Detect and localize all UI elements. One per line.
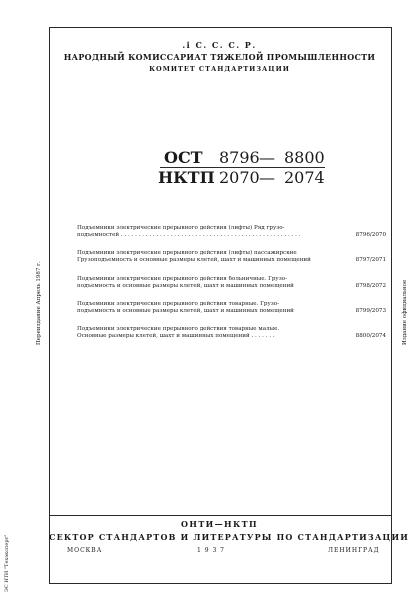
item-title: Подъемники электрические прерывного действия товарные. Грузо- (77, 301, 280, 307)
item-title: Подъемники электрические прерывного действия (лифты) пассажирские (77, 250, 297, 256)
list-item (77, 276, 386, 291)
list-item (77, 301, 386, 316)
nktp-from: 2070 (219, 168, 260, 187)
nktp-label: НКТП (158, 168, 215, 187)
item-title-cont: Грузоподъемность и основные размеры клетей, шахт и машинных помещений (77, 257, 311, 264)
item-title: Подъемники электрические прерывного действия товарные малые. (77, 326, 280, 332)
reprint-note: Переиздание Апрель 1987 г. (36, 261, 42, 345)
item-title-cont: подъемностей . . . . . . . . . . . . . . . . . . . . . . . . . . . . . . . . . . . . . . . . . . . . . . . . . . . (77, 232, 301, 239)
item-title-cont: подъемность и основные размеры клетей, шахт и машинных помещений (77, 283, 294, 290)
list-item (77, 326, 386, 341)
item-number: 8800/2074 (355, 333, 386, 340)
nktp-dash: — (259, 168, 275, 187)
item-number: 8797/2071 (355, 257, 386, 264)
item-title: Подъемники электрические прерывного действия больничные. Грузо- (77, 276, 288, 282)
city-right: ЛЕНИНГРАД (328, 547, 380, 554)
city-left: МОСКВА (67, 547, 103, 554)
committee-heading: КОМИТЕТ СТАНДАРТИЗАЦИИ (149, 65, 290, 73)
item-title-cont: подъемность и основные размеры клетей, шахт и машинных помещений (77, 308, 294, 315)
ost-to: 8800 (284, 148, 325, 167)
country-heading: .i С. С. С. Р. (182, 40, 257, 50)
list-item (77, 225, 386, 240)
nktp-to: 2074 (284, 168, 325, 187)
footer-rule (49, 515, 392, 516)
sector-name: СЕКТОР СТАНДАРТОВ И ЛИТЕРАТУРЫ ПО СТАНДАРТИЗАЦИИ (49, 532, 409, 542)
ost-from: 8796 (219, 148, 260, 167)
item-title: Подъемники электрические прерывного действия (лифты) Ряд грузо- (77, 225, 285, 231)
publisher-name: ОНТИ—НКТП (181, 519, 258, 529)
edition-note: Издание официальное (402, 279, 408, 345)
list-item (77, 250, 386, 265)
ost-dash: — (259, 148, 275, 167)
item-number: 8799/2073 (355, 308, 386, 315)
ost-label: ОСТ (164, 148, 203, 167)
commissariat-heading: НАРОДНЫЙ КОМИССАРИАТ ТЯЖЕЛОЙ ПРОМЫШЛЕННОСТИ (63, 52, 376, 62)
item-number: 8798/2072 (355, 283, 386, 290)
source-watermark: ЭС НТИ "Техэксперт" (4, 534, 10, 592)
publication-year: 1 9 3 7 (197, 547, 225, 554)
item-number: 8796/2070 (355, 232, 386, 239)
item-title-cont: Основные размеры клетей, шахт и машинных помещений . . . . . . . (77, 333, 275, 340)
